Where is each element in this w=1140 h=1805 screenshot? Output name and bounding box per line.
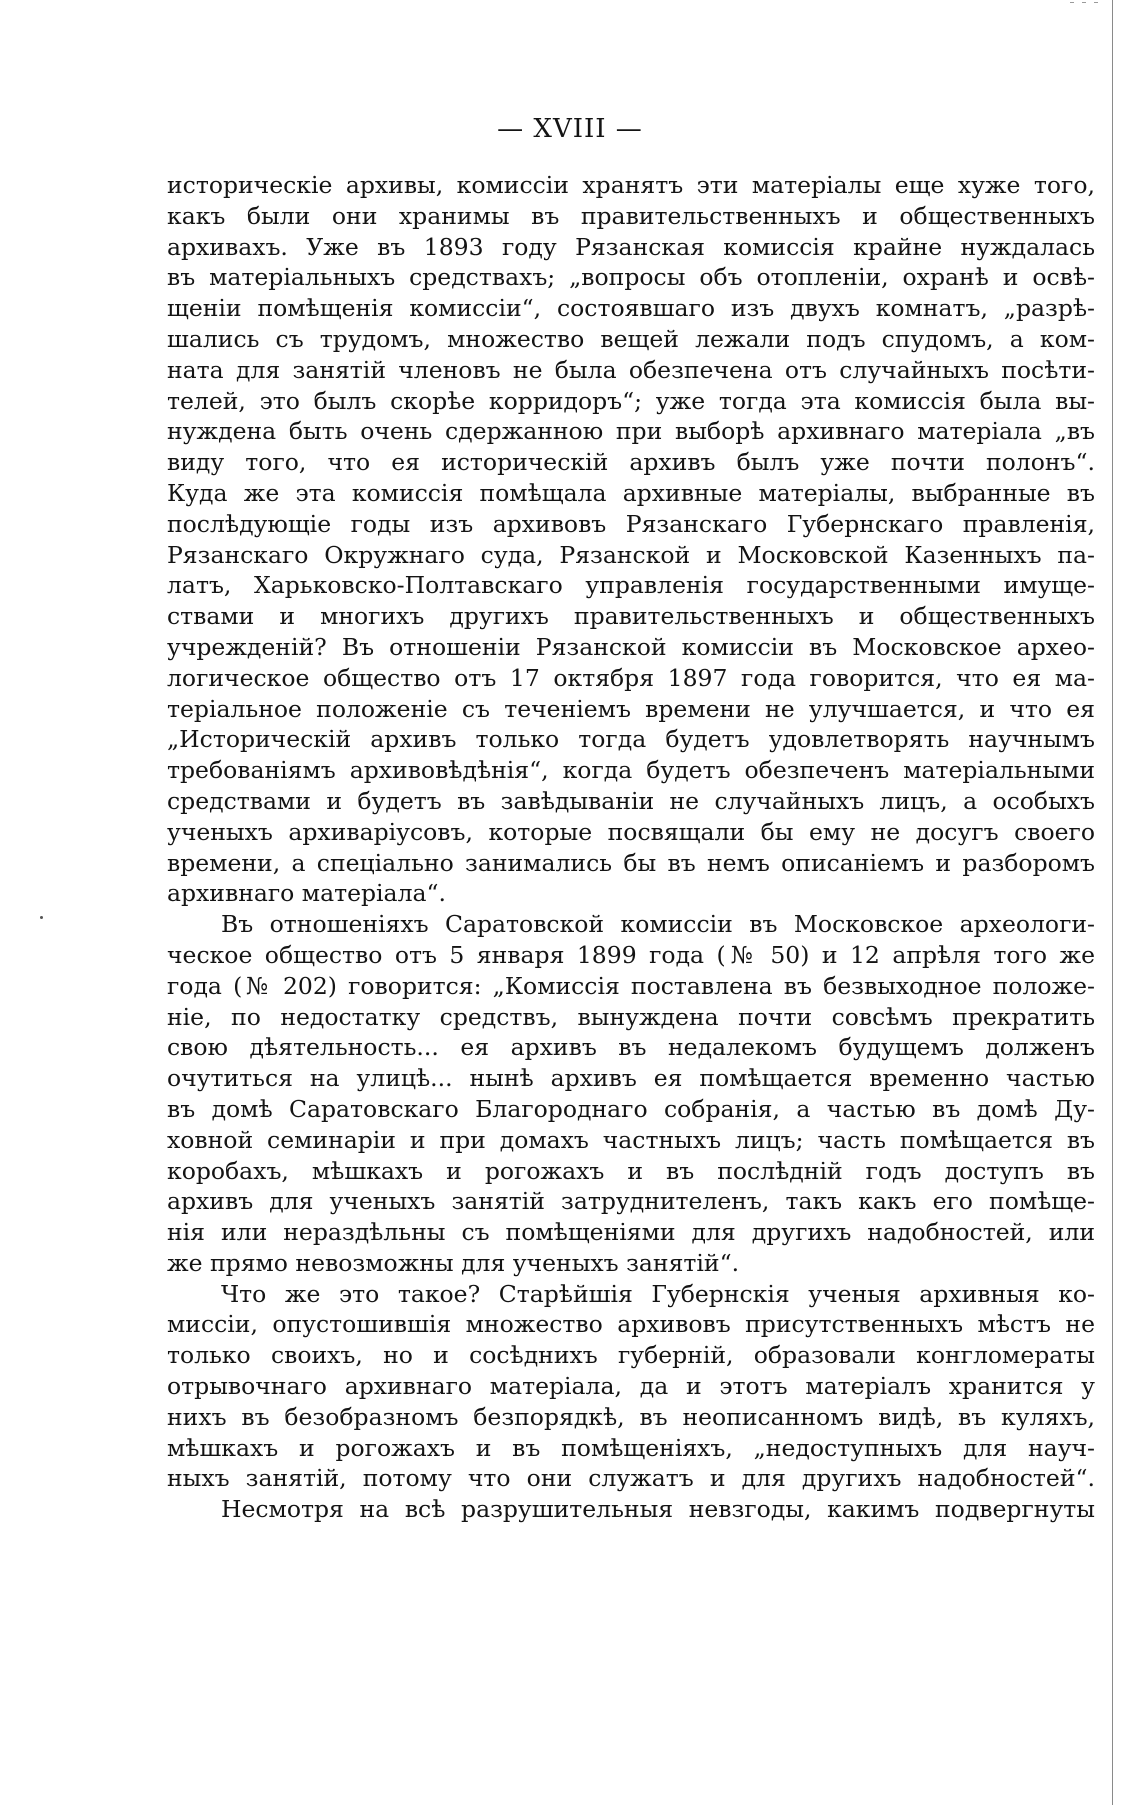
page-number: — XVIII — [497,114,643,144]
text-line: года (№ 202) говорится: „Комиссія поставлена въ безвыходное положе- [167,971,1095,1000]
text-line: телей, это былъ скорѣе корридоръ“; уже тогда эта комиссія была вы- [167,386,1095,415]
text-line: „Историческій архивъ только тогда будетъ удовлетворять научнымъ [167,725,1095,754]
text-line: нія или нераздѣльны съ помѣщеніями для другихъ надобностей, или [167,1218,1095,1247]
text-line: послѣдующіе годы изъ архивовъ Рязанскаго Губернскаго правленія, [167,509,1095,538]
text-line: щеніи помѣщенія комиссіи“, состоявшаго изъ двухъ комнатъ, „разрѣ- [167,294,1095,323]
text-line: Въ отношеніяхъ Саратовской комиссіи въ Московское археологи- [221,910,1095,939]
text-line: латъ, Харьковско-Полтавскаго управленія государственными имуще- [167,571,1095,600]
page-edge-mark [1082,2,1086,3]
text-line: какъ были они хранимы въ правительственныхъ и общественныхъ [167,201,1095,230]
text-line: ческое общество отъ 5 января 1899 года (№ 50) и 12 апрѣля того же [167,940,1095,969]
text-line: ученыхъ архиваріусовъ, которые посвящали бы ему не досугъ своего [167,817,1095,846]
text-line: Рязанскаго Окружнаго суда, Рязанской и Московской Казенныхъ па- [167,540,1095,569]
text-line: въ домѣ Саратовскаго Благороднаго собранія, а частью въ домѣ Ду- [167,1094,1095,1123]
text-line: теріальное положеніе съ теченіемъ времени не улучшается, и что ея [167,694,1095,723]
text-line: Что же это такое? Старѣйшія Губернскія ученыя архивныя ко- [221,1279,1095,1308]
text-line: архивъ для ученыхъ занятій затруднителенъ, такъ какъ его помѣще- [167,1187,1095,1216]
text-line: ныхъ занятій, потому что они служатъ и для другихъ надобностей“. [167,1464,1095,1493]
text-line: отрывочнаго архивнаго матеріала, да и этотъ матеріалъ хранится у [167,1372,1095,1401]
text-line: только своихъ, но и сосѣднихъ губерній, образовали конгломераты [167,1341,1095,1370]
text-line: миссіи, опустошившія множество архивовъ присутственныхъ мѣстъ не [167,1310,1095,1339]
text-line: Несмотря на всѣ разрушительныя невзгоды, какимъ подвергнуты [221,1495,1095,1524]
text-line: мѣшкахъ и рогожахъ и въ помѣщеніяхъ, „недоступныхъ для науч- [167,1433,1095,1462]
text-line: ствами и многихъ другихъ правительственныхъ и общественныхъ [167,602,1095,631]
page-edge-line [1112,0,1113,1805]
text-line: въ матеріальныхъ средствахъ; „вопросы объ отопленіи, охранѣ и освѣ- [167,263,1095,292]
text-line: виду того, что ея историческій архивъ былъ уже почти полонъ“. [167,448,1095,477]
text-line: Куда же эта комиссія помѣщала архивные матеріалы, выбранные въ [167,478,1095,507]
text-line: ната для занятій членовъ не была обезпечена отъ случайныхъ посѣти- [167,355,1095,384]
scan-speck [40,916,43,919]
text-line: учрежденій? Въ отношеніи Рязанской комиссіи въ Московское архео- [167,632,1095,661]
text-line: времени, а спеціально занимались бы въ немъ описаніемъ и разборомъ [167,848,1095,877]
text-line: нуждена быть очень сдержанною при выборѣ архивнаго матеріала „въ [167,417,1095,446]
text-line: архивнаго матеріала“. [167,879,446,908]
text-line: требованіямъ архивовѣдѣнія“, когда будетъ обезпеченъ матеріальными [167,756,1095,785]
text-line: архивахъ. Уже въ 1893 году Рязанская комиссія крайне нуждалась [167,232,1095,261]
text-line: нихъ въ безобразномъ безпорядкѣ, въ неописанномъ видѣ, въ куляхъ, [167,1402,1095,1431]
page-edge-mark [1094,2,1098,3]
body-text [167,170,1095,1525]
text-line: свою дѣятельность... ея архивъ въ недалекомъ будущемъ долженъ [167,1033,1095,1062]
text-line: средствами и будетъ въ завѣдываніи не случайныхъ лицъ, а особыхъ [167,786,1095,815]
text-line: очутиться на улицѣ... нынѣ архивъ ея помѣщается временно частью [167,1064,1095,1093]
page-edge-mark [1070,2,1074,3]
text-line: ніе, по недостатку средствъ, вынуждена почти совсѣмъ прекратить [167,1002,1095,1031]
text-line: историческіе архивы, комиссіи хранятъ эти матеріалы еще хуже того, [167,171,1095,199]
text-line: ховной семинаріи и при домахъ частныхъ лицъ; часть помѣщается въ [167,1125,1095,1154]
text-line: логическое общество отъ 17 октября 1897 года говорится, что ея ма- [167,663,1095,692]
text-line: же прямо невозможны для ученыхъ занятій“. [167,1248,740,1277]
text-line: коробахъ, мѣшкахъ и рогожахъ и въ послѣдній годъ доступъ въ [167,1156,1095,1185]
text-line: шались съ трудомъ, множество вещей лежали подъ спудомъ, а ком- [167,324,1095,353]
